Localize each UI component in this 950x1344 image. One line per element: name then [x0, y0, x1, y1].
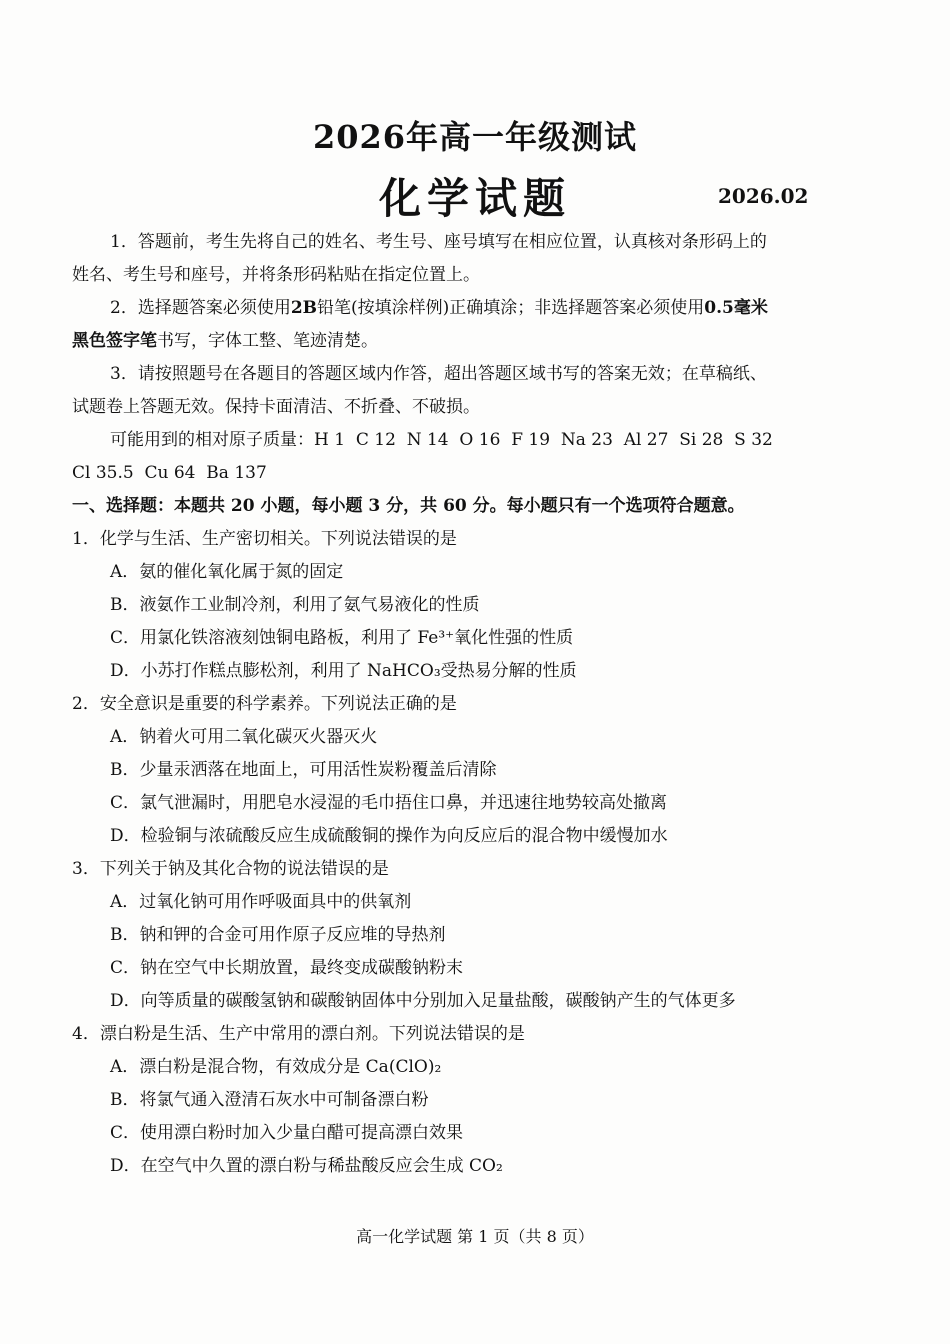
instruction-2-pen: 黑色签字笔 [72, 331, 157, 351]
option-b: B．液氨作工业制冷剂，利用了氨气易液化的性质 [110, 595, 480, 615]
question-stem: 2．安全意识是重要的科学素养。下列说法正确的是 [72, 694, 457, 714]
instruction-2-pencil: 2B [290, 298, 318, 318]
instruction-1-line-1: 1．答题前，考生先将自己的姓名、考生号、座号填写在相应位置，认真核对条形码上的 [110, 232, 767, 252]
option-c: C．钠在空气中长期放置，最终变成碳酸钠粉末 [110, 958, 464, 978]
instruction-1-line-2: 姓名、考生号和座号，并将条形码粘贴在指定位置上。 [72, 265, 480, 285]
question-stem: 1．化学与生活、生产密切相关。下列说法错误的是 [72, 529, 457, 549]
instruction-2-line-1 [72, 292, 902, 325]
atomic-mass-line-2: Cl 35.5 Cu 64 Ba 137 [72, 463, 267, 483]
question-4 [72, 1018, 902, 1183]
option-c: C．使用漂白粉时加入少量白醋可提高漂白效果 [110, 1123, 464, 1143]
option-c: C．氯气泄漏时，用肥皂水浸湿的毛巾捂住口鼻，并迅速往地势较高处撤离 [110, 793, 668, 813]
instruction-2-width: 0.5 [704, 298, 734, 318]
option-d: D．向等质量的碳酸氢钠和碳酸钠固体中分别加入足量盐酸，碳酸钠产生的气体更多 [110, 991, 736, 1011]
option-d: D．小苏打作糕点膨松剂，利用了 NaHCO₃受热易分解的性质 [110, 661, 577, 681]
option-b: B．钠和钾的合金可用作原子反应堆的导热剂 [110, 925, 446, 945]
instruction-2-line-2 [72, 325, 902, 358]
exam-date: 2026.02 [718, 184, 809, 208]
question-stem: 3．下列关于钠及其化合物的说法错误的是 [72, 859, 389, 879]
instruction-2-unit: 毫米 [733, 298, 768, 318]
section-1 [72, 490, 902, 1183]
atomic-mass-line-1: 可能用到的相对原子质量：H 1 C 12 N 14 O 16 F 19 Na 23 Al 27 Si 28 S 32 [110, 430, 773, 450]
question-3 [72, 853, 902, 1018]
instruction-3-line-2: 试题卷上答题无效。保持卡面清洁、不折叠、不破损。 [72, 397, 480, 417]
instruction-2-text-c: 铅笔(按填涂样例)正确填涂；非选择题答案必须使用 [317, 298, 705, 318]
exam-title: 2026年高一年级测试 [312, 118, 638, 156]
option-a: A．钠着火可用二氧化碳灭火器灭火 [110, 727, 378, 747]
option-b: B．将氯气通入澄清石灰水中可制备漂白粉 [110, 1090, 429, 1110]
instruction-2-text-f: 书写，字体工整、笔迹清楚。 [157, 331, 378, 351]
page-footer: 高一化学试题 第 1 页（共 8 页） [356, 1227, 594, 1246]
instruction-3-line-1: 3．请按照题号在各题目的答题区域内作答，超出答题区域书写的答案无效；在草稿纸、 [110, 364, 767, 384]
option-d: D．在空气中久置的漂白粉与稀盐酸反应会生成 CO₂ [110, 1156, 503, 1176]
option-a: A．氨的催化氧化属于氮的固定 [110, 562, 344, 582]
option-c: C．用氯化铁溶液刻蚀铜电路板，利用了 Fe³⁺氧化性强的性质 [110, 628, 574, 648]
option-a: A．过氧化钠可用作呼吸面具中的供氧剂 [110, 892, 412, 912]
question-1 [72, 523, 902, 688]
option-b: B．少量汞洒落在地面上，可用活性炭粉覆盖后清除 [110, 760, 497, 780]
question-2 [72, 688, 902, 853]
section-heading: 一、选择题：本题共 20 小题，每小题 3 分，共 60 分。每小题只有一个选项符合题意。 [72, 496, 745, 516]
instruction-2-text-a: 2．选择题答案必须使用 [110, 298, 291, 318]
subject-title: 化学试题 [378, 174, 571, 223]
instructions [72, 226, 902, 490]
question-stem: 4．漂白粉是生活、生产中常用的漂白剂。下列说法错误的是 [72, 1024, 525, 1044]
option-d: D．检验铜与浓硫酸反应生成硫酸铜的操作为向反应后的混合物中缓慢加水 [110, 826, 668, 846]
option-a: A．漂白粉是混合物，有效成分是 Ca(ClO)₂ [110, 1057, 442, 1077]
